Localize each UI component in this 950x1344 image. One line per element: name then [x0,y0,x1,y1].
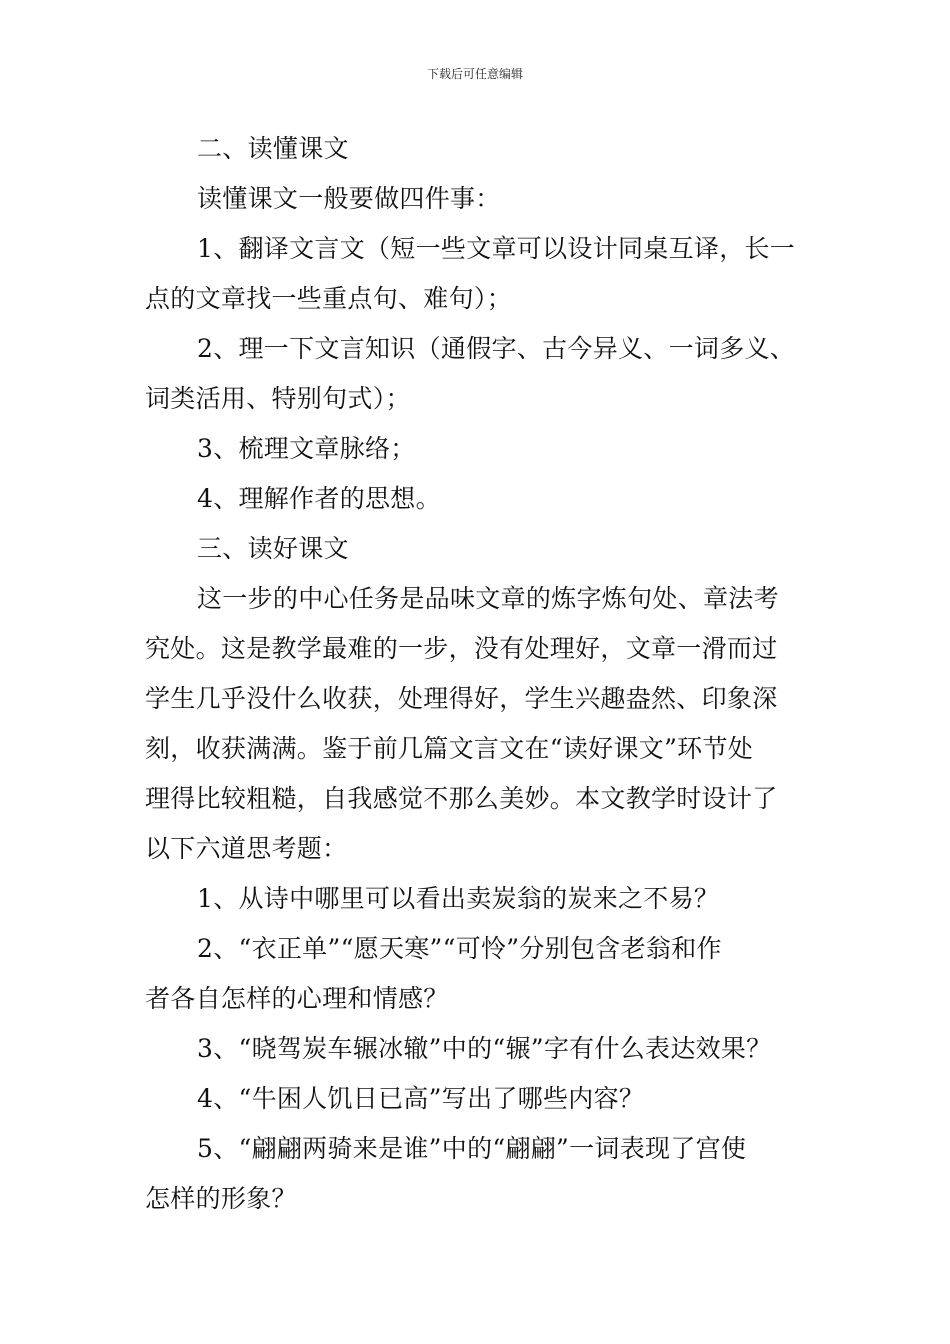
text-line: 以下六道思考题： [145,834,348,863]
text-line: 5、“翩翩两骑来是谁”中的“翩翩”一词表现了宫使 [197,1134,747,1163]
text-line: 究处。这是教学最难的一步，没有处理好，文章一滑而过 [145,634,778,663]
text-line: 3、“晓驾炭车辗冰辙”中的“辗”字有什么表达效果？ [197,1034,772,1063]
text-line: 刻，收获满满。鉴于前几篇文言文在“读好课文”环节处 [145,734,754,763]
text-line: 1、翻译文言文（短一些文章可以设计同桌互译，长一 [197,234,796,263]
text-line: 2、理一下文言知识（通假字、古今异义、一词多义、 [197,334,796,363]
text-line: 2、“衣正单”“愿天寒”“可怜”分别包含老翁和作 [197,934,722,963]
document-body [145,124,815,1224]
text-line: 怎样的形象？ [145,1184,297,1213]
text-line: 者各自怎样的心理和情感？ [145,984,449,1013]
text-line: 读懂课文一般要做四件事： [197,184,501,213]
text-line: 4、理解作者的思想。 [197,484,441,513]
text-line: 3、梳理文章脉络； [197,434,416,463]
text-line: 三、读好课文 [197,534,349,563]
text-line: 1、从诗中哪里可以看出卖炭翁的炭来之不易？ [197,884,720,913]
text-line: 这一步的中心任务是品味文章的炼字炼句处、章法考 [197,584,779,613]
text-line: 学生几乎没什么收获，处理得好，学生兴趣盎然、印象深 [145,684,778,713]
text-line: 二、读懂课文 [197,134,349,163]
text-line: 理得比较粗糙，自我感觉不那么美妙。本文教学时设计了 [145,784,778,813]
text-line: 点的文章找一些重点句、难句）； [145,284,513,313]
page-header: 下载后可任意编辑 [426,67,523,81]
text-line: 4、“牛困人饥日已高”写出了哪些内容？ [197,1084,645,1113]
text-line: 词类活用、特别句式）； [145,384,411,413]
